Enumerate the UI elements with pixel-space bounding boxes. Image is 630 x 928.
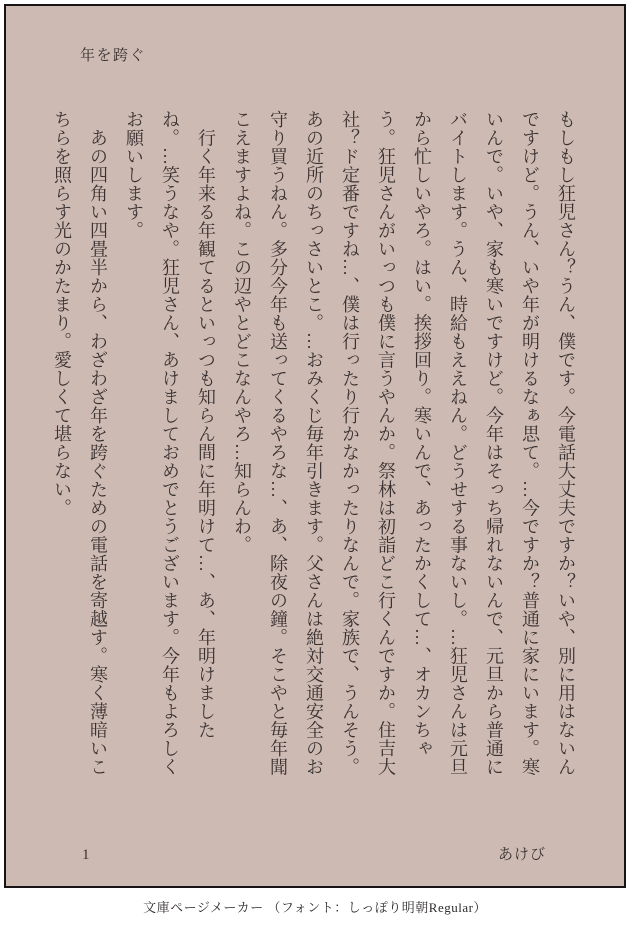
page-number: 1 bbox=[82, 847, 90, 863]
body-text bbox=[44, 110, 584, 782]
author-name: あけび bbox=[497, 847, 546, 863]
paragraph-3: あの四角い四畳半から、わざわざ年を跨ぐための電話を寄越す。寒く薄暗いこちらを照らす光のかたまり。愛しくて堪らない。 bbox=[52, 110, 108, 776]
book-page bbox=[4, 4, 626, 888]
page-title: 年を跨ぐ bbox=[80, 48, 147, 64]
paragraph-1: もしもし狂児さん？うん、僕です。今電話大丈夫ですか？いや、別に用はないんですけど。うん、いや年が明けるなぁ思て。…今ですか？普通に家にいます。寒いんで。いや、家も寒いですけど。今年はそっち帰れないんで、元旦から普通にバイトします。うん、時給もええねん。どうせする事ないし。…狂児さんは元旦から忙しいやろ。はい。挨拶回り。寒いんで、あったかくして…、オカンちゃう。狂児さんがいっつも僕に言うやんか。祭林は初詣どこ行くんですか。住吉大社？ド定番ですね…、僕は行ったり行かなかったりなんで。家族で、うんそう。あの近所のちっさいとこ。…おみくじ毎年引きます。父さんは絶対交通安全のお守り買うねん。多分今年も送ってくるやろな…、あ、除夜の鐘。そこやと毎年聞こえますよね。この辺やとどこなんやろ…知らんわ。 bbox=[232, 110, 576, 776]
paragraph-2: 行く年来る年観てるといっつも知らん間に年明けて…、あ、年明けましたね。…笑うなや。狂児さん、あけましておめでとうございます。今年もよろしくお願いします。 bbox=[124, 110, 216, 776]
footer-caption: 文庫ページメーカー （フォント：しっぽり明朝Regular） bbox=[143, 900, 487, 915]
